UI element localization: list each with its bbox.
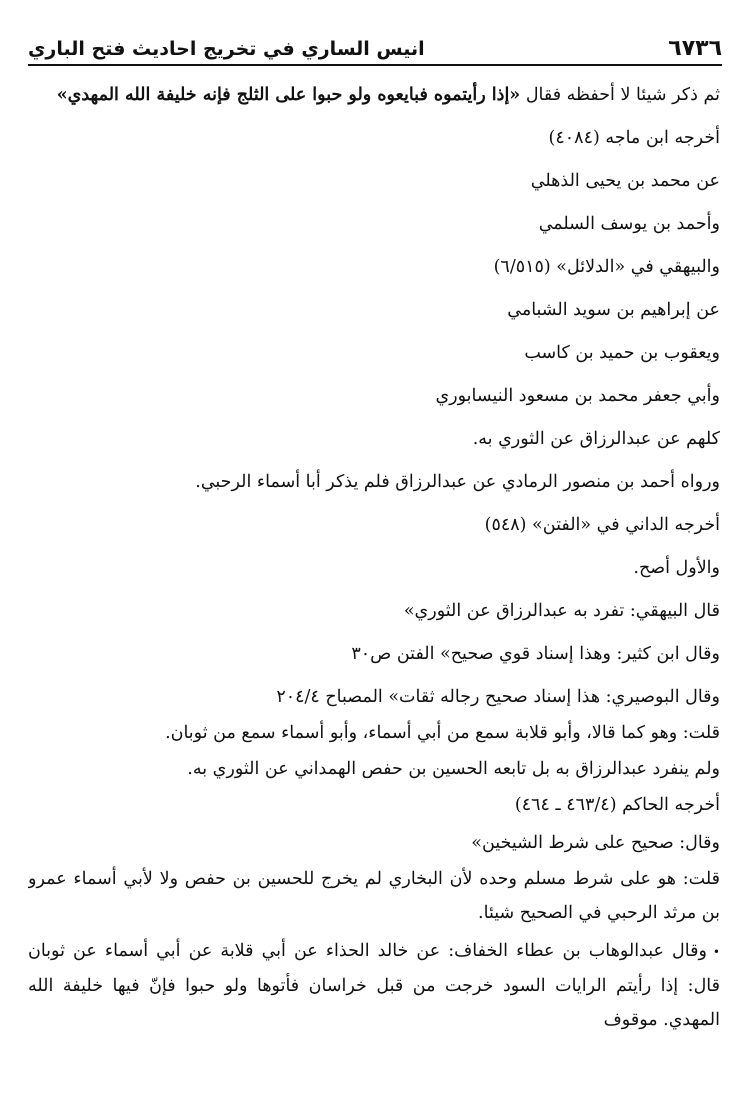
- paragraph-line: وأحمد بن يوسف السلمي: [538, 214, 720, 234]
- paragraph-line: عن إبراهيم بن سويد الشبامي: [507, 300, 720, 320]
- paragraph-line: أخرجه الحاكم (٤٦٣/٤ ـ ٤٦٤): [514, 795, 720, 815]
- paragraph-line: قال البيهقي: تفرد به عبدالرزاق عن الثوري»: [403, 601, 720, 621]
- paragraph-line: ويعقوب بن حميد بن كاسب: [524, 343, 720, 363]
- paragraph-line: ولم ينفرد عبدالرزاق به بل تابعه الحسين بن حفص الهمداني عن الثوري به.: [187, 759, 720, 779]
- paragraph-line: كلهم عن عبدالرزاق عن الثوري به.: [472, 429, 720, 449]
- hadith-lead-text: ثم ذكر شيئا لا أحفظه فقال: [520, 85, 720, 105]
- hadith-quote: «إذا رأيتموه فبايعوه ولو حبوا على الثلج فإنه خليفة الله المهدي»: [56, 85, 521, 105]
- paragraph-note: قلت: هو على شرط مسلم وحده لأن البخاري لم يخرج للحسين بن حفص ولا لأبي أسماء عمرو بن مرثد الرحبي في الصحيح شيئا.: [28, 869, 720, 923]
- page-number: ٦٧٣٦: [668, 36, 722, 61]
- paragraph-line: عن محمد بن يحيى الذهلي: [530, 171, 720, 191]
- body-text: [28, 78, 720, 1086]
- running-header: [28, 30, 722, 66]
- paragraph-line: قلت: وهو كما قالا، وأبو قلابة سمع من أبي أسماء، وأبو أسماء سمع من ثوبان.: [165, 723, 720, 743]
- paragraph-bullet: [28, 934, 720, 1037]
- paragraph-line: والأول أصح.: [633, 558, 720, 578]
- paragraph-line: وقال البوصيري: هذا إسناد صحيح رجاله ثقات» المصباح ٢٠٤/٤: [276, 687, 720, 707]
- paragraph-line: والبيهقي في «الدلائل» (٦/٥١٥): [493, 257, 720, 277]
- bullet-icon: •: [712, 944, 720, 959]
- paragraph-line: أخرجه الداني في «الفتن» (٥٤٨): [484, 515, 720, 535]
- book-title: انيس الساري في تخريج احاديث فتح الباري: [28, 38, 425, 60]
- paragraph-line: وأبي جعفر محمد بن مسعود النيسابوري: [435, 386, 720, 406]
- paragraph-line: ورواه أحمد بن منصور الرمادي عن عبدالرزاق فلم يذكر أبا أسماء الرحبي.: [195, 472, 720, 492]
- paragraph-line: وقال: صحيح على شرط الشيخين»: [471, 833, 720, 853]
- paragraph-line: وقال ابن كثير: وهذا إسناد قوي صحيح» الفتن ص٣٠: [351, 644, 720, 664]
- bullet-text: وقال عبدالوهاب بن عطاء الخفاف: عن خالد الحذاء عن أبي قلابة عن أبي أسماء عن ثوبان قال: إذا رأيتم الرايات السود خرجت من قبل خراسان فأتوها ولو حبوا فإنّ فيها خليفة الله المهدي. موقوف: [28, 941, 720, 1030]
- paragraph-line: أخرجه ابن ماجه (٤٠٨٤): [548, 128, 720, 148]
- paragraph-hadith: [28, 78, 720, 112]
